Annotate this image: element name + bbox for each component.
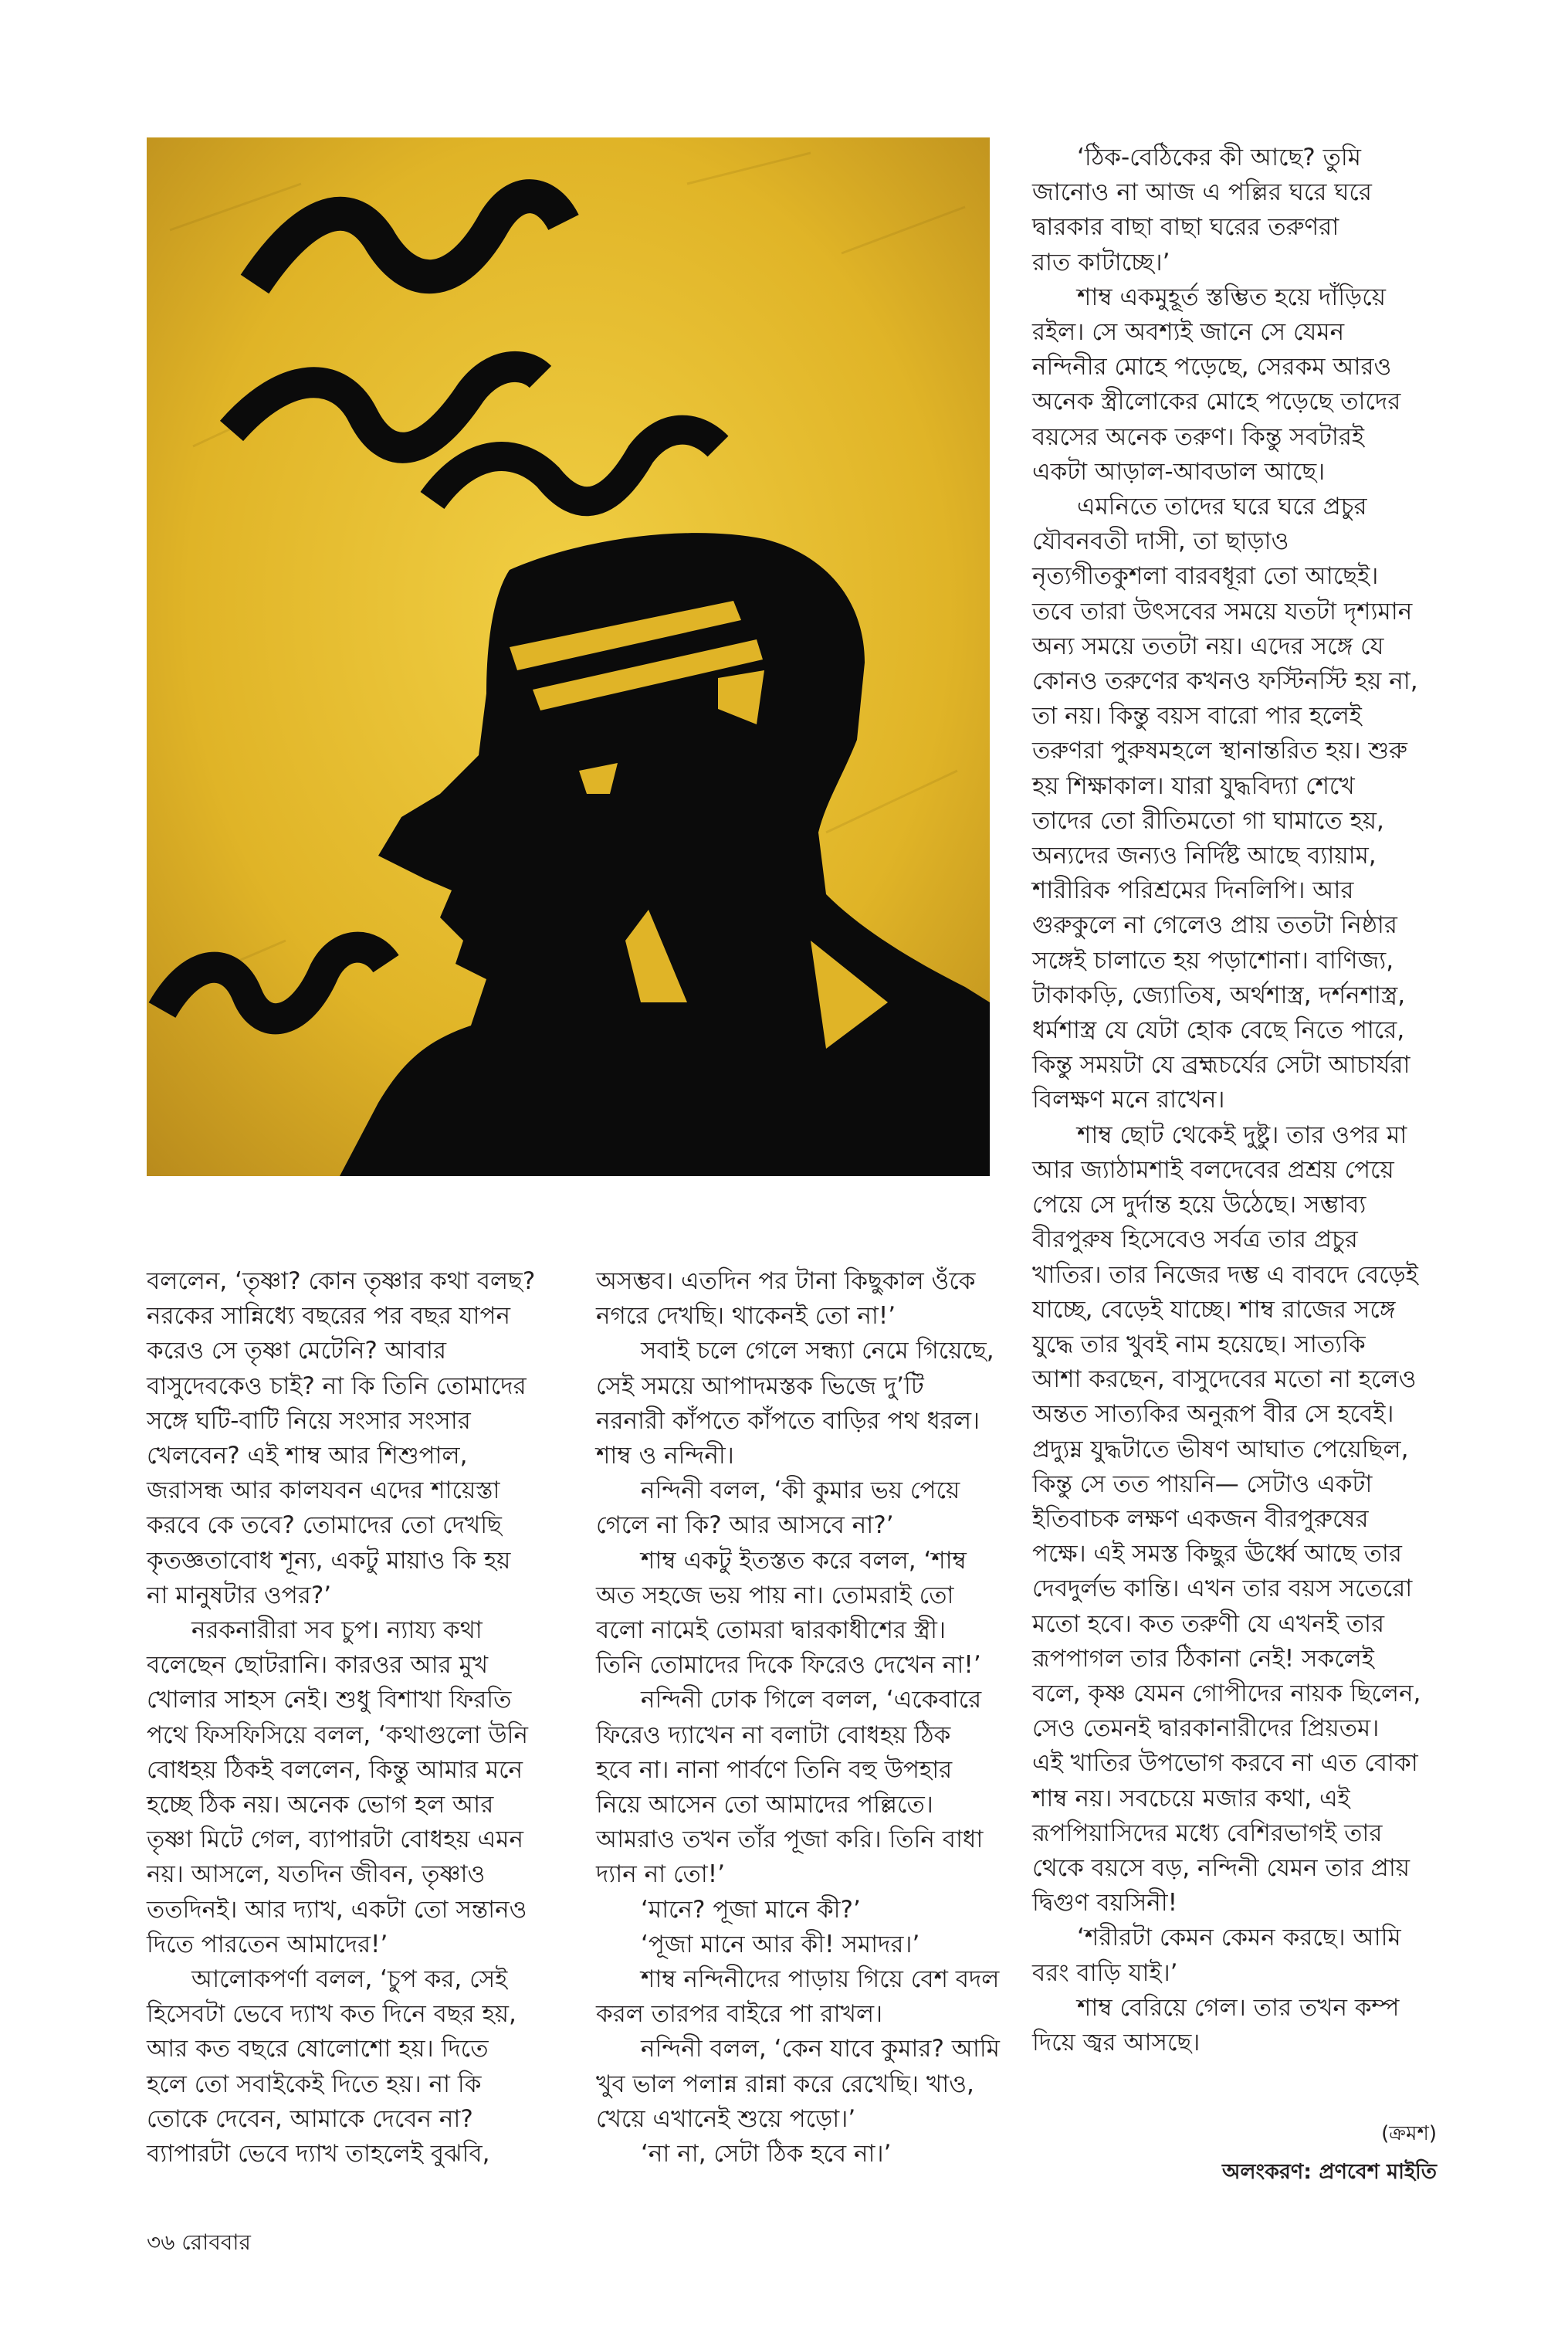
paragraph: শাম্ব ছোট থেকেই দুষ্টু। তার ওপর মা আর জ্যাঠামশাই বলদেবের প্রশ্রয় পেয়ে পেয়ে সে দুর্দান্ত হয়ে উঠেছে। সম্ভাব্য বীরপুরুষ হিসেবেও সর্বত্র তার প্রচুর খাতির। তার নিজের দম্ভ এ বাবদে বেড়েই যাচ্ছে, বেড়েই যাচ্ছে। শাম্ব রাজের সঙ্গে যুদ্ধে তার খুবই নাম হয়েছে। সাত্যকি আশা করছেন, বাসুদেবের মতো না হলেও অন্তত সাত্যকির অনুরূপ বীর সে হবেই। প্রদ্যুম্ন যুদ্ধটাতে ভীষণ আঘাত পেয়েছিল, কিন্তু সে তত পায়নি— সেটাও একটা ইতিবাচক লক্ষণ একজন বীরপুরুষের পক্ষে। এই সমস্ত কিছুর ঊর্ধ্বে আছে তার দেবদুর্লভ কান্তি। এখন তার বয়স সতেরো মতো হবে। কত তরুণী যে এখনই তার রূপপাগল তার ঠিকানা নেই! সকলেই বলে, কৃষ্ণ যেমন গোপীদের নায়ক ছিলেন, সেও তেমনই দ্বারকানারীদের প্রিয়তম। এই খাতির উপভোগ করবে না এত বোকা শাম্ব নয়। সবচেয়ে মজার কথা, এই রূপপিয়াসিদের মধ্যে বেশিরভাগই তার থেকে বয়সে বড়, নন্দিনী যেমন তার প্রায় দ্বিগুণ বয়সিনী! <box>1032 1121 1421 1917</box>
paragraph: শাম্ব একমুহূর্ত স্তম্ভিত হয়ে দাঁড়িয়ে রইল। সে অবশ্যই জানে সে যেমন নন্দিনীর মোহে পড়েছে, সেরকম আরও অনেক স্ত্রীলোকের মোহে পড়েছে তাদের বয়সের অনেক তরুণ। কিন্তু সবটারই একটা আড়াল-আবডাল আছে। <box>1032 283 1401 486</box>
continued-note: (ক্রমশ) <box>1381 2122 1437 2145</box>
text-column-2 <box>596 1264 1001 2172</box>
illustration <box>147 137 990 1176</box>
paragraph: আলোকপর্ণা বলল, ‘চুপ কর, সেই হিসেবটা ভেবে দ্যাখ কত দিনে বছর হয়, আর কত বছরে ষোলোশো হয়। দিতে হলে তো সবাইকেই দিতে হয়। না কি তোকে দেবেন, আমাকে দেবেন না? ব্যাপারটা ভেবে দ্যাখ তাহলেই বুঝবি, <box>147 1965 516 2168</box>
paragraph: নন্দিনী বলল, ‘কী কুমার ভয় পেয়ে গেলে না কি? আর আসবে না?’ <box>596 1477 960 1540</box>
paragraph: ‘মানে? পূজা মানে কী?’ <box>641 1895 861 1924</box>
paragraph: নন্দিনী ঢোক গিলে বলল, ‘একেবারে ফিরেও দ্যাখেন না বলাটা বোধহয় ঠিক হবে না। নানা পার্বণে তিনি বহু উপহার নিয়ে আসেন তো আমাদের পল্লিতে। আমরাও তখন তাঁর পূজা করি। তিনি বাধা দ্যান না তো!’ <box>596 1686 984 1889</box>
paragraph: অসম্ভব। এতদিন পর টানা কিছুকাল ওঁকে নগরে দেখছি। থাকেনই তো না!’ <box>596 1267 976 1331</box>
paragraph: শাম্ব একটু ইতস্তত করে বলল, ‘শাম্ব অত সহজে ভয় পায় না। তোমরাই তো বলো নামেই তোমরা দ্বারকাধীশের স্ত্রী। তিনি তোমাদের দিকে ফিরেও দেখেন না!’ <box>596 1546 981 1680</box>
paragraph: শাম্ব নন্দিনীদের পাড়ায় গিয়ে বেশ বদল করল তারপর বাইরে পা রাখল। <box>596 1965 1000 2029</box>
paragraph: ‘শরীরটা কেমন কেমন করছে। আমি বরং বাড়ি যাই।’ <box>1032 1924 1401 1987</box>
paragraph: নরকনারীরা সব চুপ। ন্যায্য কথা বলেছেন ছোটরানি। কারওর আর মুখ খোলার সাহস নেই। শুধু বিশাখা ফিরতি পথে ফিসফিসিয়ে বলল, ‘কথাগুলো উনি বোধহয় ঠিকই বললেন, কিন্তু আমার মনে হচ্ছে ঠিক নয়। অনেক ভোগ হল আর তৃষ্ণা মিটে গেল, ব্যাপারটা বোধহয় এমন নয়। আসলে, যতদিন জীবন, তৃষ্ণাও ততদিনই। আর দ্যাখ, একটা তো সন্তানও দিতে পারতেন আমাদের!’ <box>147 1616 529 1958</box>
paragraph: বললেন, ‘তৃষ্ণা? কোন তৃষ্ণার কথা বলছ? নরকের সান্নিধ্যে বছরের পর বছর যাপন করেও সে তৃষ্ণা মেটেনি? আবার বাসুদেবকেও চাই? না কি তিনি তোমাদের সঙ্গে ঘটি-বাটি নিয়ে সংসার সংসার খেলবেন? এই শাম্ব আর শিশুপাল, জরাসন্ধ আর কালযবন এদের শায়েস্তা করবে কে তবে? তোমাদের তো দেখছি কৃতজ্ঞতাবোধ শূন্য, একটু মায়াও কি হয় না মানুষটার ওপর?’ <box>147 1267 536 1609</box>
paragraph: ‘ঠিক-বেঠিকের কী আছে? তুমি জানোও না আজ এ পল্লির ঘরে ঘরে দ্বারকার বাছা বাছা ঘরের তরুণরা রাত কাটাচ্ছে।’ <box>1032 144 1372 276</box>
paragraph: ‘পূজা মানে আর কী! সমাদর।’ <box>641 1930 920 1958</box>
page-folio: ৩৬ রোববার <box>147 2229 251 2255</box>
paragraph: সবাই চলে গেলে সন্ধ্যা নেমে গিয়েছে, সেই সময়ে আপাদমস্তক ভিজে দু’টি নরনারী কাঁপতে কাঁপতে বাড়ির পথ ধরল। শাম্ব ও নন্দিনী। <box>596 1337 994 1470</box>
text-column-1 <box>147 1264 579 2172</box>
paragraph: নন্দিনী বলল, ‘কেন যাবে কুমার? আমি খুব ভাল পলান্ন রান্না করে রেখেছি। খাও, খেয়ে এখানেই শুয়ে পড়ো।’ <box>596 2035 1001 2133</box>
text-column-3 <box>1032 141 1449 2060</box>
illustration-credit: অলংকরণ: প্রণবেশ মাইতি <box>1222 2160 1437 2184</box>
paragraph: শাম্ব বেরিয়ে গেল। তার তখন কম্প দিয়ে জ্বর আসছে। <box>1032 1993 1400 2056</box>
paragraph: এমনিতে তাদের ঘরে ঘরে প্রচুর যৌবনবতী দাসী, তা ছাড়াও নৃত্যগীতকুশলা বারবধূরা তো আছেই। তবে তারা উৎসবের সময়ে যতটা দৃশ্যমান অন্য সময়ে ততটা নয়। এদের সঙ্গে যে কোনও তরুণের কখনও ফস্টিনস্টি হয় না, তা নয়। কিন্তু বয়স বারো পার হলেই তরুণরা পুরুষমহলে স্থানান্তরিত হয়। শুরু হয় শিক্ষাকাল। যারা যুদ্ধবিদ্যা শেখে তাদের তো রীতিমতো গা ঘামাতে হয়, অন্যদের জন্যও নির্দিষ্ট আছে ব্যায়াম, শারীরিক পরিশ্রমের দিনলিপি। আর গুরুকুলে না গেলেও প্রায় ততটা নিষ্ঠার সঙ্গেই চালাতে হয় পড়াশোনা। বাণিজ্য, টাকাকড়ি, জ্যোতিষ, অর্থশাস্ত্র, দর্শনশাস্ত্র, ধর্মশাস্ত্র যে যেটা হোক বেছে নিতে পারে, কিন্তু সময়টা যে ব্রহ্মচর্যের সেটা আচার্যরা বিলক্ষণ মনে রাখেন। <box>1032 493 1418 1114</box>
paragraph: ‘না না, সেটা ঠিক হবে না।’ <box>641 2140 892 2168</box>
